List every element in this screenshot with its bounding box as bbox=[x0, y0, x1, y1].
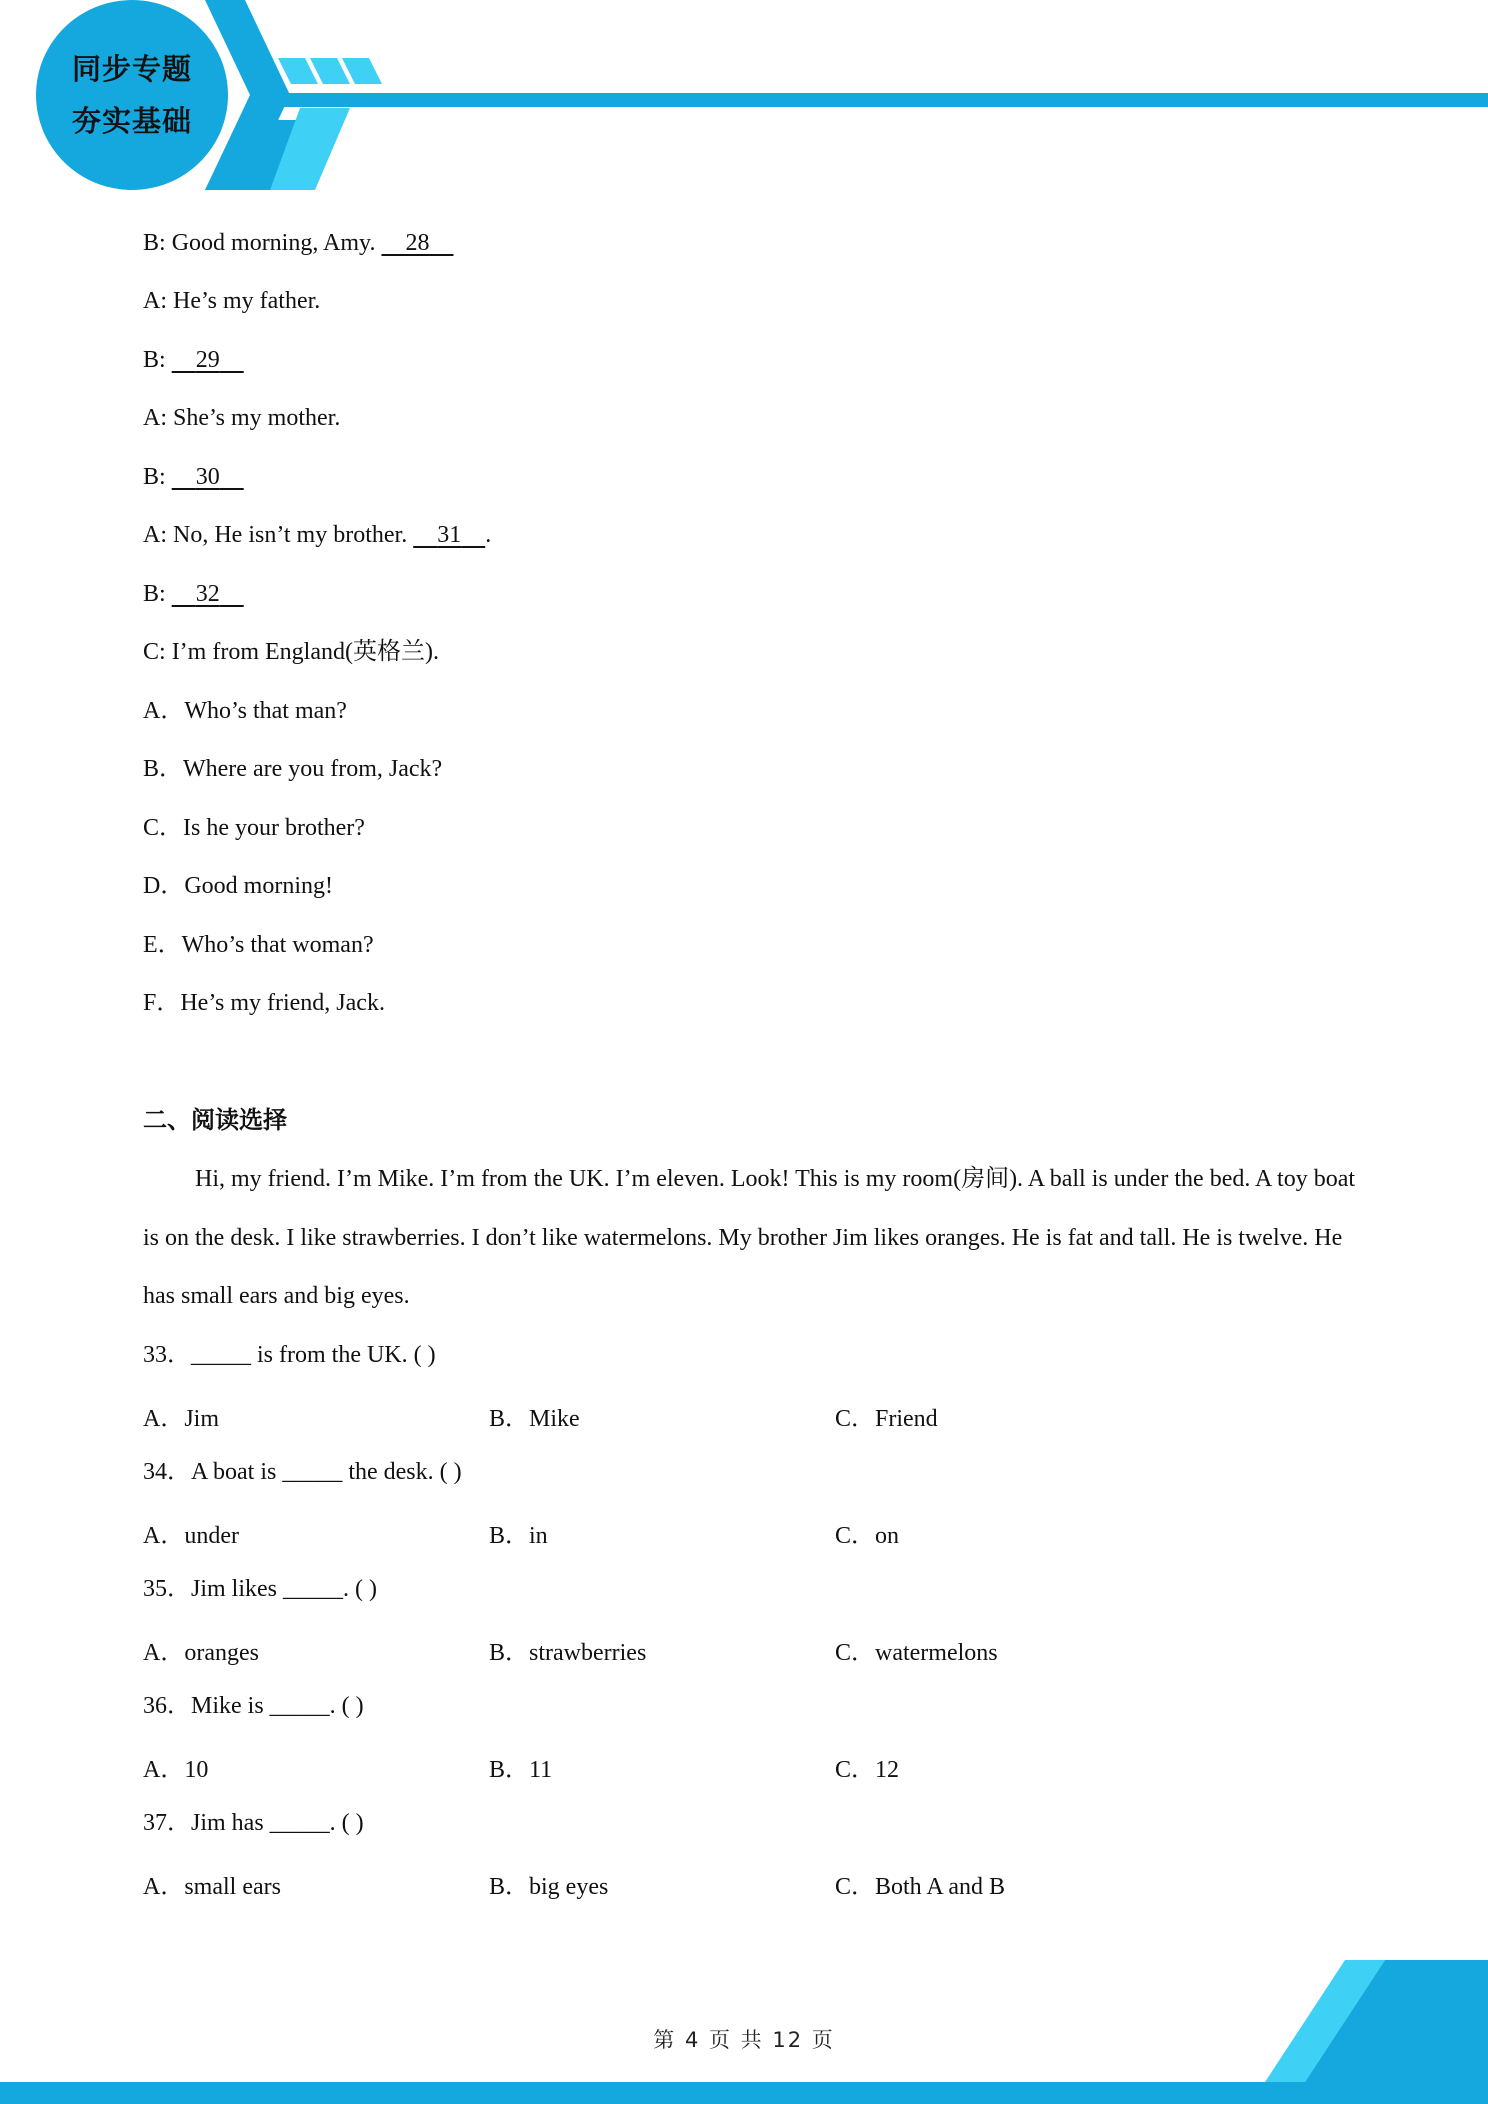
dialogue-option-c: C．Is he your brother? bbox=[143, 815, 365, 841]
blank-29: 29 bbox=[195, 347, 220, 373]
punctuation: . bbox=[485, 522, 492, 548]
blank-31: 31 bbox=[437, 522, 462, 548]
dialogue-line-28 bbox=[143, 228, 453, 258]
dialogue-option-b: B．Where are you from, Jack? bbox=[143, 756, 443, 782]
speaker: A: bbox=[143, 288, 167, 314]
dialogue-text: No, He isn’t my brother. bbox=[173, 522, 408, 548]
dialogue-text: Good morning, Amy. bbox=[171, 230, 376, 256]
question-33: 33．_____ is from the UK. ( ) bbox=[143, 1342, 436, 1368]
dialogue-line-32 bbox=[143, 579, 244, 609]
question-34: 34．A boat is _____ the desk. ( ) bbox=[143, 1459, 462, 1485]
question-34-option-a: A．under bbox=[143, 1523, 239, 1549]
question-33-option-a: A．Jim bbox=[143, 1406, 220, 1432]
speaker: B: bbox=[143, 464, 166, 490]
question-33-option-b: B．Mike bbox=[489, 1406, 580, 1432]
dialogue-line bbox=[143, 403, 340, 433]
dialogue-text: I’m from England(英格兰). bbox=[171, 639, 439, 665]
dialogue-line-31 bbox=[143, 520, 491, 550]
speaker: B: bbox=[143, 230, 166, 256]
dialogue-line-30 bbox=[143, 462, 244, 492]
speaker: B: bbox=[143, 581, 166, 607]
speaker: A: bbox=[143, 522, 167, 548]
badge-line-2: 夯实基础 bbox=[71, 104, 192, 138]
section-title: 二、阅读选择 bbox=[143, 1106, 287, 1134]
question-35: 35．Jim likes _____. ( ) bbox=[143, 1576, 377, 1602]
blank-32: 32 bbox=[195, 581, 220, 607]
question-34-option-b: B．in bbox=[489, 1523, 548, 1549]
dialogue-option-a: A．Who’s that man? bbox=[143, 698, 347, 724]
question-34-option-c: C．on bbox=[835, 1523, 900, 1549]
question-37-option-c: C．Both A and B bbox=[835, 1874, 1006, 1900]
header-badge bbox=[36, 0, 228, 190]
question-35-option-a: A．oranges bbox=[143, 1640, 259, 1666]
dialogue-text: She’s my mother. bbox=[173, 405, 341, 431]
question-36-option-a: A．10 bbox=[143, 1757, 209, 1783]
question-36: 36．Mike is _____. ( ) bbox=[143, 1693, 364, 1719]
question-37-option-a: A．small ears bbox=[143, 1874, 281, 1900]
dialogue-line-29 bbox=[143, 345, 244, 375]
blank-30: 30 bbox=[195, 464, 220, 490]
question-37-option-b: B．big eyes bbox=[489, 1874, 609, 1900]
question-33-option-c: C．Friend bbox=[835, 1406, 938, 1432]
dialogue-line bbox=[143, 637, 439, 667]
speaker: B: bbox=[143, 347, 166, 373]
dialogue-option-e: E．Who’s that woman? bbox=[143, 932, 374, 958]
speaker: C: bbox=[143, 639, 166, 665]
question-37: 37．Jim has _____. ( ) bbox=[143, 1810, 364, 1836]
question-36-option-b: B．11 bbox=[489, 1757, 553, 1783]
dialogue-text: He’s my father. bbox=[173, 288, 321, 314]
question-35-option-b: B．strawberries bbox=[489, 1640, 647, 1666]
question-36-option-c: C．12 bbox=[835, 1757, 900, 1783]
page-number: 第 4 页 共 12 页 bbox=[653, 2028, 835, 2052]
dialogue-line bbox=[143, 286, 320, 316]
dialogue-option-f: F．He’s my friend, Jack. bbox=[143, 990, 385, 1016]
speaker: A: bbox=[143, 405, 167, 431]
reading-passage: Hi, my friend. I’m Mike. I’m from the UK. I’m eleven. Look! This is my room(房间). A ball is under the bed. A toy boat is on the desk. I like strawberries. I don’t like watermelons. My brother Jim likes oranges. He is fat and tall. He is twelve. He has small ears and big eyes. bbox=[143, 1166, 1356, 1309]
blank-28: 28 bbox=[405, 230, 430, 256]
question-35-option-c: C．watermelons bbox=[835, 1640, 998, 1666]
dialogue-option-d: D．Good morning! bbox=[143, 873, 333, 899]
badge-line-1: 同步专题 bbox=[71, 52, 192, 86]
